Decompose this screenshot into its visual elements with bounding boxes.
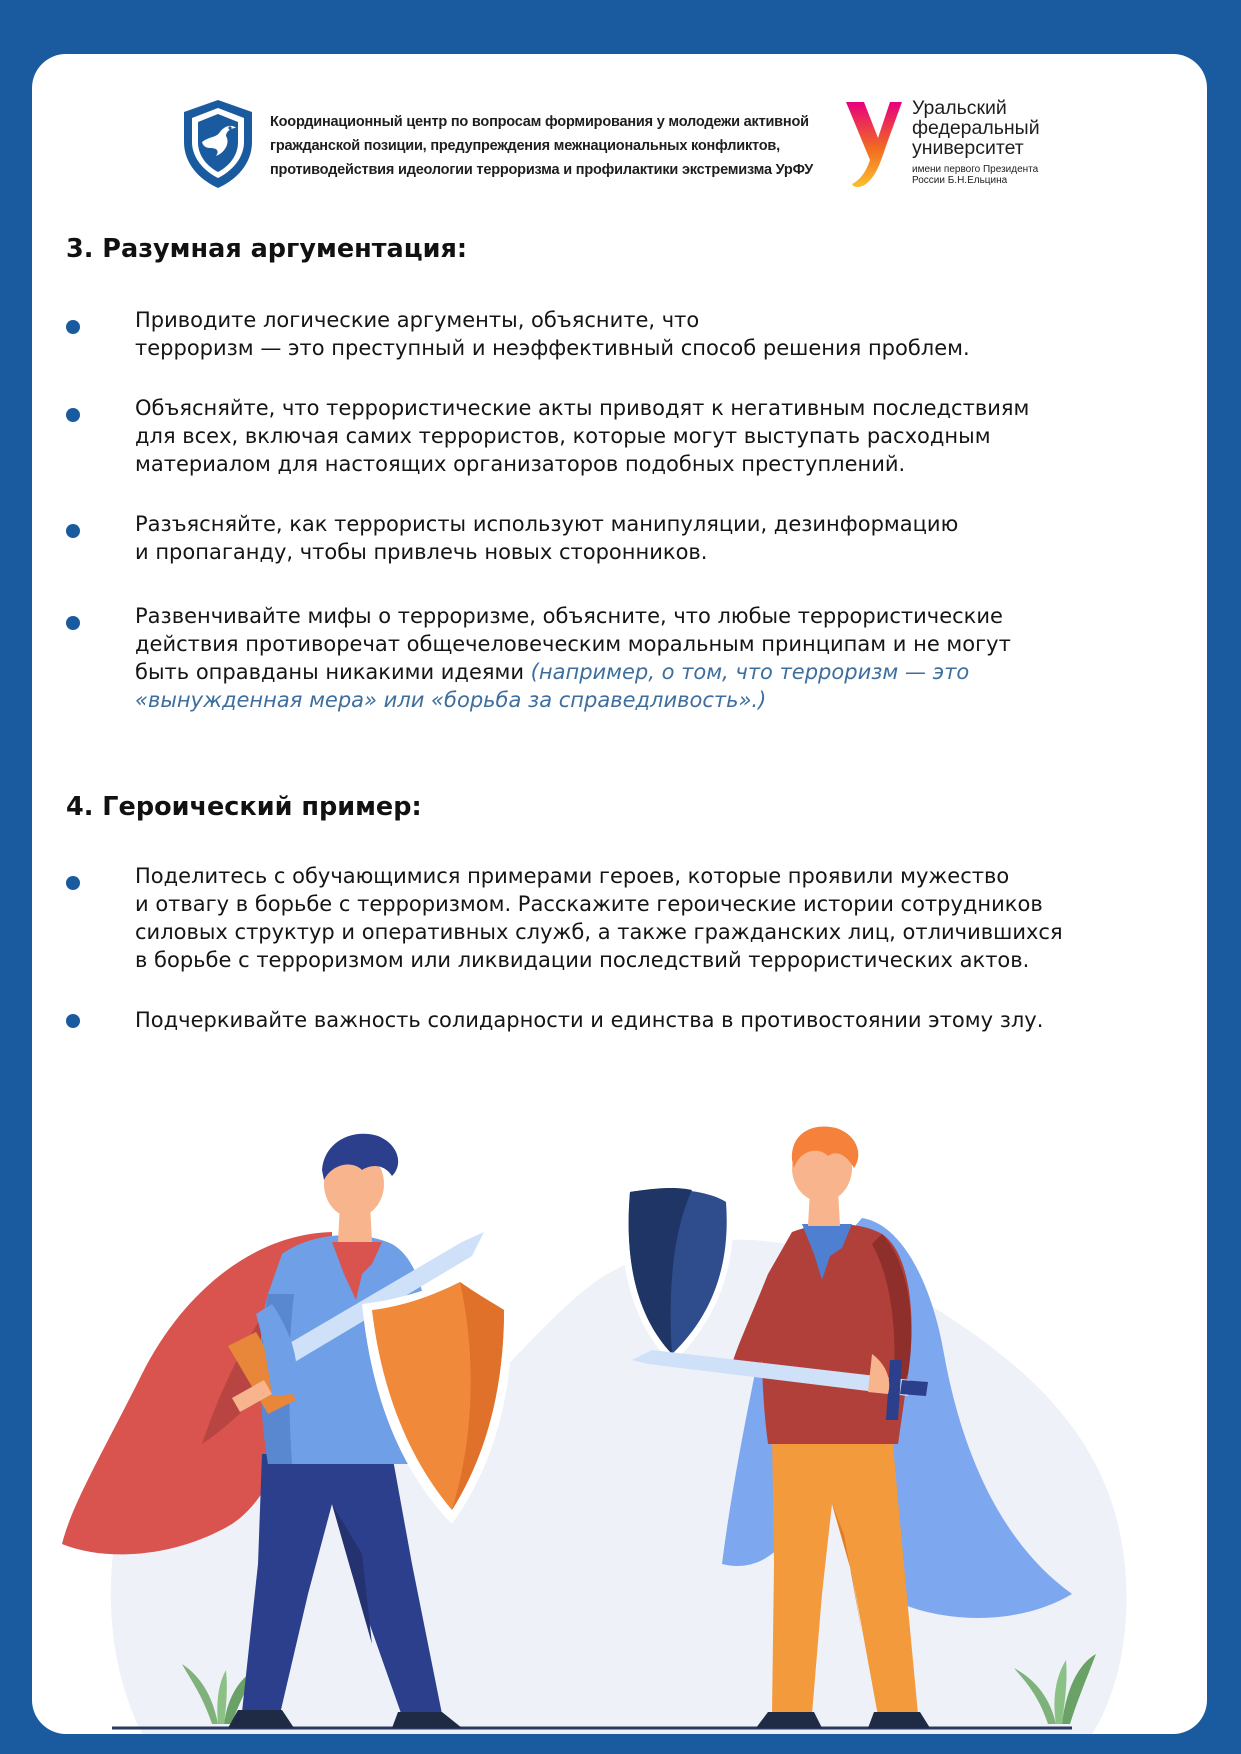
shield-dove-logo-icon: [180, 98, 256, 190]
list-item-text: [135, 510, 1205, 566]
bullet-dot: [66, 408, 80, 422]
section-4-title: 4. Героический пример:: [66, 792, 422, 822]
example-note: «вынужденная мера» или «борьба за справедливость».): [135, 688, 767, 712]
text-line: для всех, включая самих террористов, которые могут выступать расходным: [135, 424, 991, 448]
text-line: и отвагу в борьбе с терроризмом. Расскажите героические истории сотрудников: [135, 892, 1043, 916]
bullet-dot: [66, 1014, 80, 1028]
text-line: Разъясняйте, как террористы используют манипуляции, дезинформацию: [135, 512, 959, 536]
text-line: Объясняйте, что террористические акты приводят к негативным последствиям: [135, 396, 1030, 420]
text-line: в борьбе с терроризмом или ликвидации последствий террористических актов.: [135, 948, 1030, 972]
document-page: [32, 54, 1207, 1734]
text-line: действия противоречат общечеловеческим моральным принципам и не могут: [135, 632, 1011, 656]
university-name-line: Уральский: [912, 97, 1007, 119]
university-name-line: федеральный: [912, 117, 1040, 139]
coordination-center-name: [270, 110, 830, 182]
list-item-text: [135, 394, 1205, 478]
list-item-text: [135, 862, 1205, 974]
university-subtitle-line: России Б.Н.Ельцина: [912, 175, 1008, 186]
section-3-title: 3. Разумная аргументация:: [66, 234, 468, 264]
center-name-line: гражданской позиции, предупреждения межнациональных конфликтов,: [270, 138, 780, 154]
list-item-text: [135, 1006, 1205, 1034]
bullet-dot: [66, 876, 80, 890]
center-name-line: противодействия идеологии терроризма и профилактики экстремизма УрФУ: [270, 162, 814, 178]
text-line: [135, 658, 1205, 686]
bullet-dot: [66, 320, 80, 334]
example-note: (например, о том, что терроризм — это: [530, 660, 970, 684]
list-item-text: [135, 602, 1205, 714]
bullet-dot: [66, 524, 80, 538]
text-fragment: быть оправданы никакими идеями: [135, 660, 531, 684]
bullet-dot: [66, 616, 80, 630]
list-item-text: [135, 306, 1205, 362]
text-line: силовых структур и оперативных служб, а также гражданских лиц, отличившихся: [135, 920, 1063, 944]
text-line: Подчеркивайте важность солидарности и единства в противостоянии этому злу.: [135, 1008, 1044, 1032]
university-subtitle-line: имени первого Президента: [912, 164, 1039, 175]
text-line: материалом для настоящих организаторов подобных преступлений.: [135, 452, 906, 476]
university-name: [912, 98, 1072, 186]
text-line: Поделитесь с обучающимися примерами героев, которые проявили мужество: [135, 864, 1010, 888]
text-line: Развенчивайте мифы о терроризме, объясните, что любые террористические: [135, 604, 1003, 628]
center-name-line: Координационный центр по вопросам формирования у молодежи активной: [270, 114, 809, 130]
text-line: и пропаганду, чтобы привлечь новых сторонников.: [135, 540, 708, 564]
urfu-logo-icon: [842, 98, 906, 190]
text-line: терроризм — это преступный и неэффективный способ решения проблем.: [135, 336, 970, 360]
university-name-line: университет: [912, 137, 1024, 159]
page-header: [32, 54, 1207, 204]
heroes-illustration: [32, 1124, 1207, 1734]
text-line: Приводите логические аргументы, объясните, что: [135, 308, 700, 332]
